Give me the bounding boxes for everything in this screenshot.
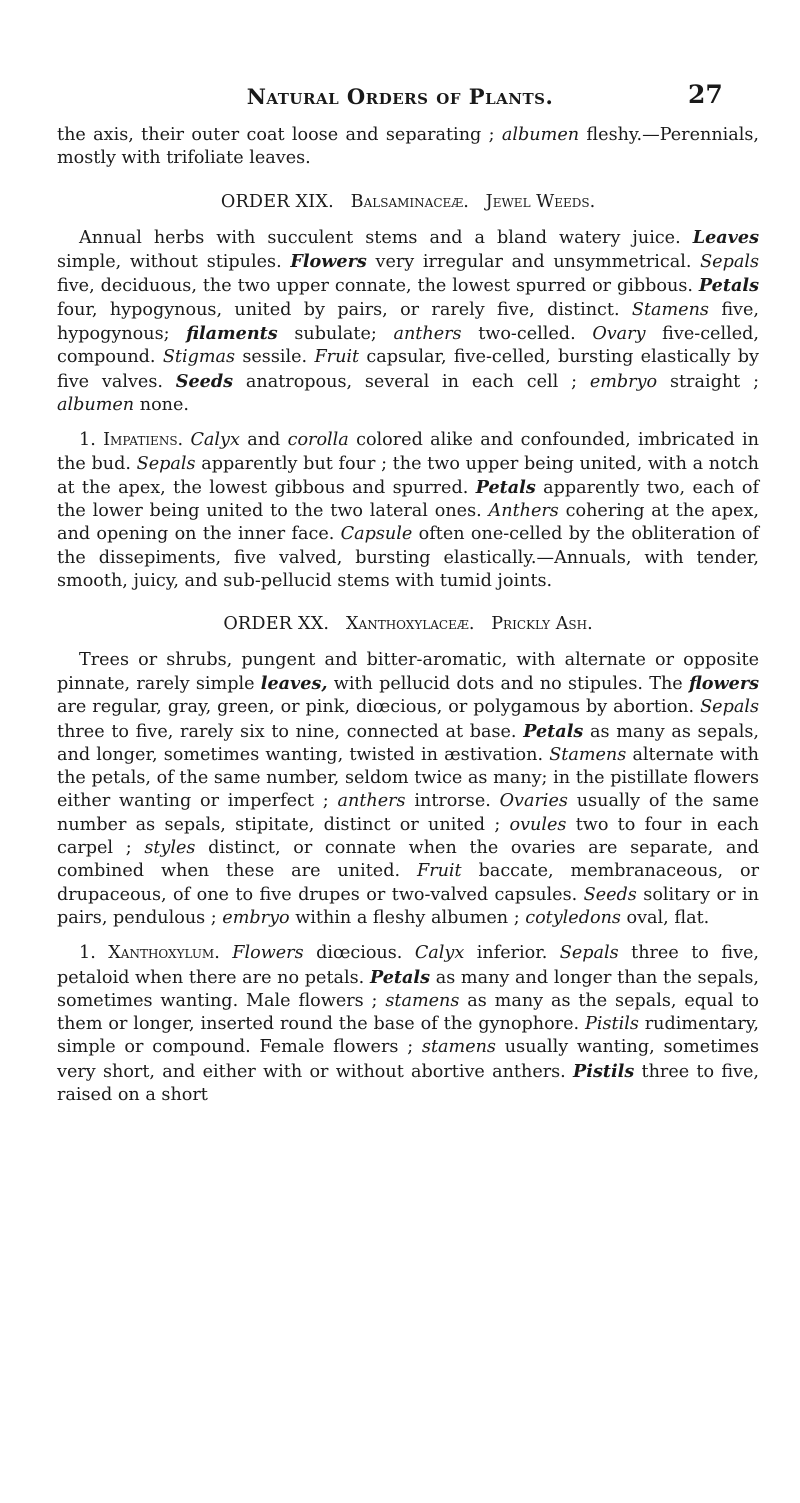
running-title: Natural Orders of Plants. [246,84,554,109]
italic-term: flowers [688,672,760,694]
italic-term: filaments [186,323,278,345]
text-run: 1. [79,430,104,451]
italic-term: Stigmas [162,347,236,368]
order-19-heading [57,191,759,214]
italic-term: Flowers [232,943,304,964]
text-run: distinct, or connate when the ovaries are separate, and combined when these are united. [57,838,759,882]
italic-term: embryo [222,907,290,928]
text-run: two to four in each carpel ; [57,814,759,859]
text-run: and [239,430,288,451]
genus-name: Impatiens. [103,430,184,451]
continued-albumen-term: albumen [501,125,580,145]
italic-term: Stamens [631,299,709,320]
text-run: three to five, petaloid when there are no petals. [57,943,760,988]
italic-term: Petals [475,476,536,498]
italic-term: Seeds [175,370,234,392]
text-run: three to five, raised on a short [57,1061,759,1105]
text-run: simple, without stipules. [57,252,291,273]
text-run: apparently but four ; the two upper being united, with a notch at the apex, the lowest gibbous and spurred. [57,453,759,498]
text-run: straight ; [657,371,759,392]
order-20-description [57,649,759,931]
text-run: Trees or shrubs, pungent and bitter-aromatic, with alternate or opposite pinnate, rarely simple [57,649,759,694]
text-run: anatropous, several in each cell ; [233,371,590,392]
italic-term: Sepals [559,943,619,964]
italic-term: ovules [509,814,567,835]
text-run: usually of the same number as sepals, stipitate, distinct or united ; [57,791,759,835]
italic-term: corolla [287,430,349,451]
italic-term: Petals [698,275,759,297]
italic-term: Leaves [692,226,759,248]
italic-term: Ovaries [499,791,568,812]
text-run [220,943,232,963]
text-run: rudimentary, simple or compound. Female flowers ; [57,1014,759,1058]
italic-term: Stamens [549,744,627,765]
text-run: 1. [79,943,109,964]
text-run: as many and longer than the sepals, sometimes wanting. Male flowers ; [57,967,759,1011]
order-19-latin-name: Balsaminaceæ. [350,191,469,212]
text-run: oval, flat. [620,907,710,928]
italic-term: Seeds [583,884,637,905]
italic-term: Sepals [700,252,759,273]
italic-term: Petals [369,966,431,988]
continued-text-2: fleshy.—Perennials, mostly with trifoliate leaves. [57,125,760,169]
italic-term: Sepals [136,453,196,474]
italic-term: leaves, [260,672,328,694]
italic-term: embryo [589,371,658,392]
text-run: with pellucid dots and no stipules. The [327,673,689,694]
italic-term: styles [144,838,196,859]
italic-term: Petals [523,720,584,742]
text-run: usually wanting, sometimes very short, and either with or without abortive anthers. [57,1037,760,1082]
text-run: subulate; [277,324,394,345]
italic-term: Capsule [340,524,413,545]
italic-term: stamens [421,1037,496,1058]
order-20-label: ORDER XX. [223,614,330,635]
italic-term: Anthers [488,501,559,522]
italic-term: Calyx [190,430,240,451]
page-body [57,124,759,1107]
text-run: three to five, rarely six to nine, connected at base. [57,721,524,742]
text-run: baccate, membranaceous, or drupaceous, of one to five drupes or two-valved capsules. [57,861,760,905]
text-run: two-celled. [461,324,593,345]
text-run: very irregular and unsymmetrical. [366,252,701,273]
text-run: diœcious. [303,943,415,964]
text-run: within a fleshy albumen ; [289,907,526,928]
text-run: often one-celled by the obliteration of the dissepiments, five valved, bursting elastically.—Annuals, with tender, smooth, juicy, and sub-pellucid stems with tumid joints. [57,524,759,592]
text-run: as many as the sepals, equal to them or longer, inserted round the base of the gynophore. [57,990,759,1035]
italic-term: Flowers [290,251,367,273]
text-run: sessile. [235,347,315,368]
text-run: none. [134,394,189,415]
order-20-common-name: Prickly Ash. [491,614,593,635]
text-run: as many as sepals, and longer, sometimes wanting, twisted in æstivation. [57,721,759,765]
genus-xanthoxylum [57,942,759,1107]
text-run: apparently two, each of the lower being united to the two lateral ones. [57,477,759,522]
page-number: 27 [688,80,723,109]
text-run: introrse. [405,791,500,812]
genus-impatiens [57,429,759,593]
text-run: are regular, gray, green, or pink, diœcious, or polygamous by abortion. [57,697,701,718]
text-run: Annual herbs with succulent stems and a bland watery juice. [79,227,693,248]
italic-term: Ovary [592,324,646,345]
text-run: colored alike and confounded, imbricated in the bud. [57,430,759,474]
italic-term: Pistils [573,1060,635,1082]
text-run: capsular, five-celled, bursting elastically by five valves. [57,347,759,392]
continued-text-1: the axis, their outer coat loose and separating ; [57,125,495,145]
italic-term: Fruit [416,861,462,882]
italic-term: albumen [57,394,135,415]
text-run: five, hypogynous; [57,299,759,345]
text-run: five, deciduous, the two upper connate, the lowest spurred or gibbous. [57,276,699,297]
italic-term: anthers [337,791,406,812]
text-run: four, hypogynous, united by pairs, or rarely five, distinct. [57,299,632,320]
italic-term: Pistils [585,1014,639,1035]
order-20-heading [57,613,759,636]
text-run: solitary or in pairs, pendulous ; [57,884,759,928]
italic-term: cotyledons [525,907,621,928]
continued-paragraph [57,124,759,171]
italic-term: Sepals [700,697,759,718]
italic-term: Fruit [314,347,360,368]
text-run: five-celled, compound. [57,324,759,368]
genus-name: Xanthoxylum. [108,943,220,964]
order-20-latin-name: Xanthoxylaceæ. [346,614,475,635]
italic-term: anthers [393,324,462,345]
order-19-common-name: Jewel Weeds. [485,191,596,212]
order-19-description [57,226,759,417]
italic-term: stamens [385,990,460,1011]
text-run: alternate with the petals, of the same number, seldom twice as many; in the pistillate flowers either wanting or imperfect ; [57,744,760,812]
italic-term: Calyx [414,943,465,964]
text-run: inferior. [464,943,560,964]
order-19-label: ORDER XIX. [220,191,334,212]
text-run: cohering at the apex, and opening on the inner face. [57,501,759,545]
